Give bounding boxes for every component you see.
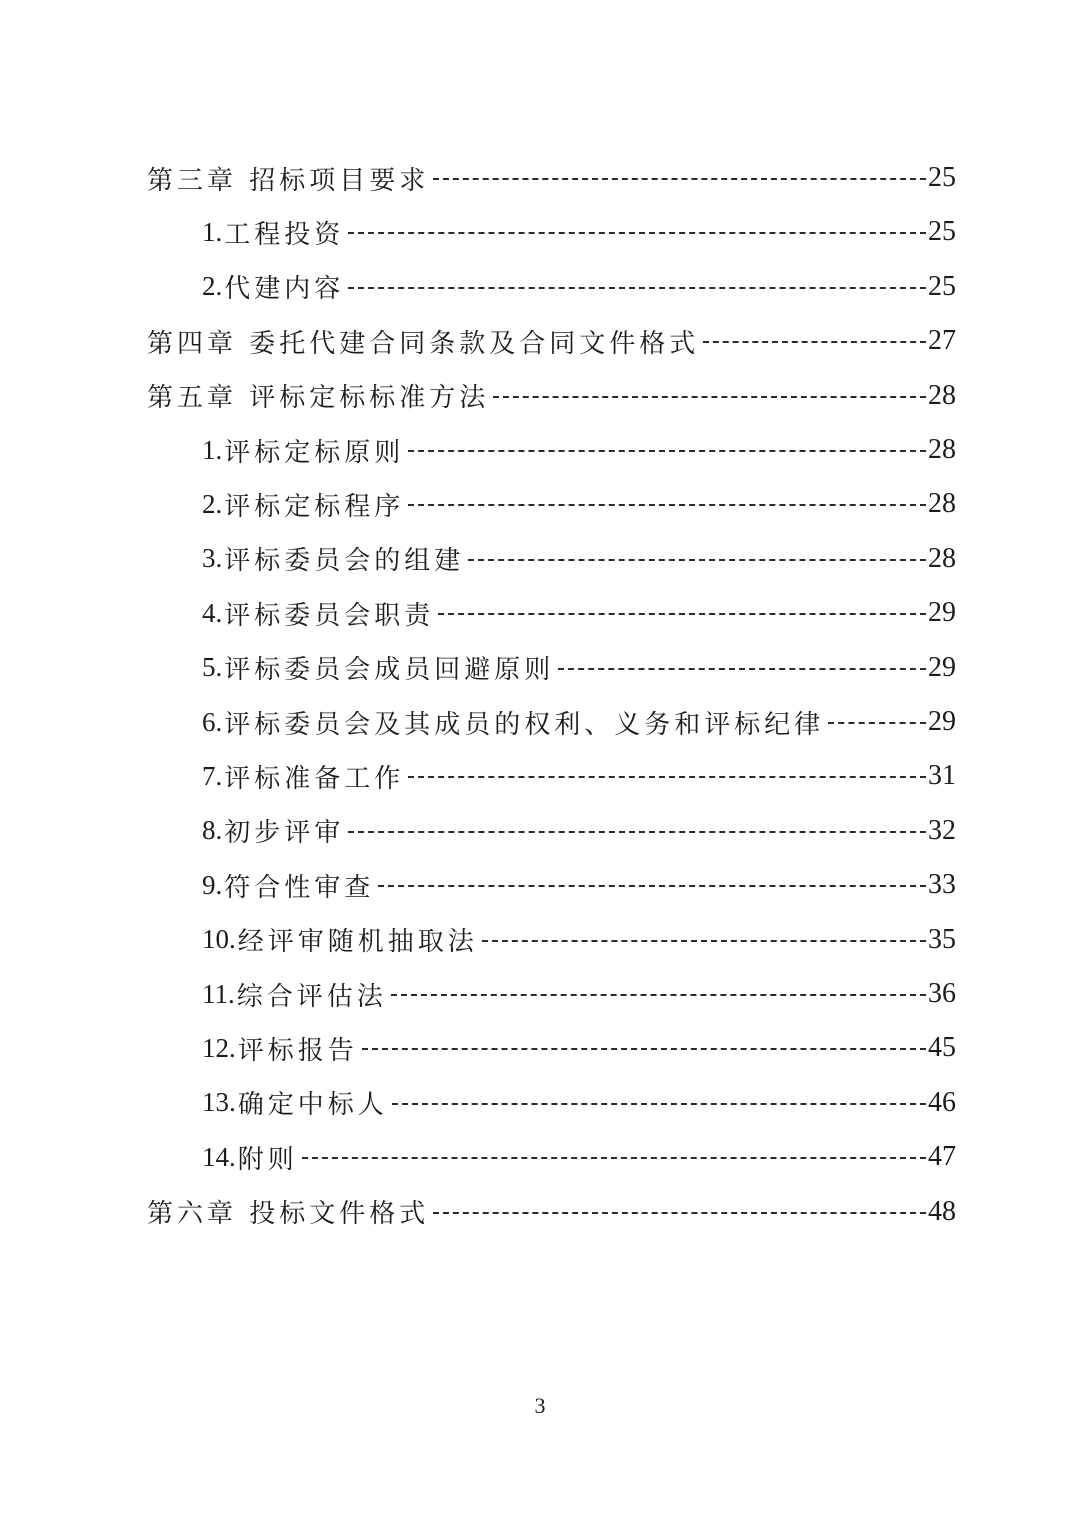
toc-entry-number: 11. [202, 978, 235, 1009]
toc-dash-leader [392, 1103, 926, 1105]
toc-entry-title: 评标委员会的组建 [224, 546, 465, 577]
toc-dash-leader [348, 831, 926, 833]
toc-chapter-entry [147, 369, 956, 423]
toc-entry-number: 1. [202, 216, 223, 247]
toc-dash-leader [468, 559, 926, 561]
toc-entry-page: 29 [928, 706, 956, 737]
toc-entry-title: 经评审随机抽取法 [237, 927, 478, 958]
toc-dash-leader [828, 722, 926, 724]
toc-entry-page: 29 [928, 651, 956, 683]
toc-entry-number: 10. [202, 924, 236, 955]
toc-entry-number: 4. [202, 597, 223, 628]
toc-entry-title: 评标定标原则 [224, 437, 405, 468]
toc-entry-page: 32 [928, 814, 956, 846]
toc-entry-page: 46 [928, 1086, 956, 1118]
toc-section-entry [202, 1130, 956, 1184]
toc-entry-number: 8. [202, 815, 223, 846]
toc-dash-leader [348, 287, 926, 289]
toc-section-entry [202, 695, 956, 749]
toc-dash-leader [493, 396, 926, 398]
toc-entry-page: 27 [928, 325, 956, 357]
toc-entry-title: 评标委员会成员回避原则 [224, 655, 555, 686]
toc-dash-leader [438, 613, 926, 615]
toc-entry-title: 初步评审 [224, 818, 345, 849]
toc-entry-title: 评标委员会职责 [224, 600, 435, 631]
toc-entry-title: 第六章 投标文件格式 [147, 1199, 430, 1230]
toc-section-entry [202, 532, 956, 586]
toc-section-entry [202, 804, 956, 858]
toc-section-entry [202, 858, 956, 912]
toc-entry-page: 28 [928, 434, 956, 465]
toc-entry-number: 13. [202, 1087, 236, 1118]
toc-entry-page: 25 [928, 216, 956, 248]
toc-entry-page: 25 [928, 270, 956, 302]
toc-dash-leader [362, 1048, 926, 1050]
toc-section-entry [202, 205, 956, 259]
toc-entry-number: 1. [202, 434, 223, 465]
toc-entry-page: 47 [928, 1141, 956, 1173]
toc-entry-page: 28 [928, 542, 956, 574]
toc-entry-title: 工程投资 [224, 219, 345, 250]
toc-entry-title: 附则 [237, 1144, 298, 1175]
toc-section-entry [202, 586, 956, 640]
toc-entry-number: 9. [202, 869, 223, 900]
toc-dash-leader [408, 776, 926, 778]
toc-entry-page: 28 [928, 488, 956, 520]
toc-entry-number: 14. [202, 1141, 236, 1172]
toc-entry-title: 综合评估法 [236, 981, 387, 1012]
toc-chapter-entry [147, 314, 956, 368]
toc-entry-number: 2. [202, 488, 223, 519]
toc-entry-number: 3. [202, 543, 223, 574]
toc-entry-number: 2. [202, 271, 223, 302]
page-number: 3 [534, 1393, 546, 1418]
toc-entry-title: 评标定标程序 [224, 491, 405, 522]
toc-entry-title: 评标委员会及其成员的权利、义务和评标纪律 [224, 709, 825, 740]
toc-section-entry [202, 477, 956, 531]
toc-entry-number: 7. [202, 760, 223, 791]
toc-entry-page: 36 [928, 978, 956, 1009]
toc-entry-title: 第四章 委托代建合同条款及合同文件格式 [147, 328, 700, 359]
toc-dash-leader [378, 885, 926, 887]
toc-entry-page: 28 [928, 379, 956, 411]
toc-dash-leader [482, 940, 926, 942]
toc-entry-page: 33 [928, 869, 956, 901]
toc-dash-leader [408, 450, 926, 452]
toc-entry-title: 第三章 招标项目要求 [147, 165, 430, 196]
toc-entry-title: 代建内容 [224, 274, 345, 305]
toc-chapter-entry [147, 1185, 956, 1239]
toc-section-entry [202, 967, 956, 1021]
toc-section-entry [202, 749, 956, 803]
toc-entry-page: 25 [928, 162, 956, 193]
toc-dash-leader [391, 994, 926, 996]
toc-entry-page: 29 [928, 597, 956, 629]
toc-section-entry [202, 260, 956, 314]
toc-section-entry [202, 641, 956, 695]
toc-section-entry [202, 1076, 956, 1130]
toc-section-entry [202, 913, 956, 967]
toc-dash-leader [302, 1157, 926, 1159]
toc-entry-page: 48 [928, 1195, 956, 1227]
toc-entry-title: 符合性审查 [224, 872, 375, 903]
toc-chapter-entry [147, 151, 956, 205]
toc-dash-leader [348, 232, 926, 234]
toc-entry-title: 第五章 评标定标标准方法 [147, 383, 490, 414]
toc-entry-number: 6. [202, 706, 223, 737]
toc-dash-leader [433, 178, 926, 180]
toc-entry-page: 45 [928, 1032, 956, 1064]
toc-section-entry [202, 423, 956, 477]
toc-entry-page: 35 [928, 923, 956, 955]
toc-entry-title: 评标报告 [237, 1035, 358, 1066]
toc-entry-title: 评标准备工作 [224, 763, 405, 794]
toc-dash-leader [703, 341, 926, 343]
toc-dash-leader [433, 1212, 926, 1214]
toc-entry-title: 确定中标人 [237, 1090, 388, 1121]
toc-entry-page: 31 [928, 760, 956, 792]
toc-section-entry [202, 1021, 956, 1075]
toc-dash-leader [558, 668, 926, 670]
toc-dash-leader [408, 504, 926, 506]
toc-entry-number: 5. [202, 652, 223, 683]
toc-entry-number: 12. [202, 1032, 236, 1063]
